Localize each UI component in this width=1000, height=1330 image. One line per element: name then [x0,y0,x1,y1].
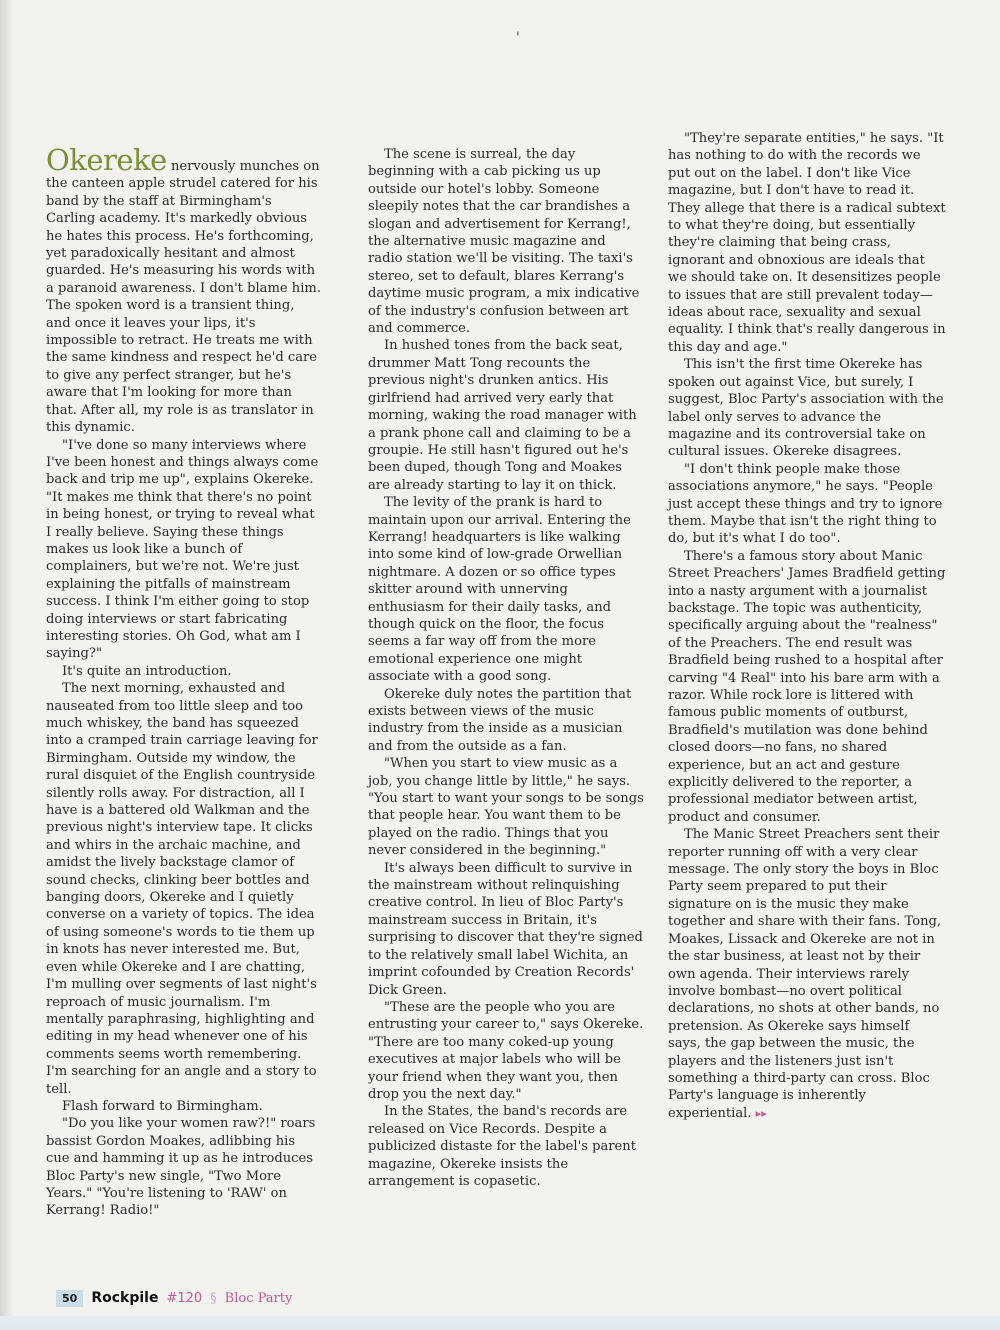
article-paragraph: "When you start to view music as a job, you change little by little," he says. "You start to want your songs to be songs that people hear. You want them to be played on the radio. Things that you never considered in the beginning." [368,756,644,859]
article-paragraph: "I've done so many interviews where I've been honest and things always come back and trip me up", explains Okereke. "It makes me think that there's no point in being honest, or trying to reveal what I really believe. Saying these things makes us look like a bunch of complainers, but we're not. We're just explaining the pitfalls of mainstream success. I think I'm either going to stop doing interviews or start fabricating interesting stories. Oh God, what am I saying?" [46,437,319,662]
footer-band [0,1316,1000,1330]
article-paragraph: In hushed tones from the back seat, drummer Matt Tong recounts the previous night's drunken antics. His girlfriend had arrived very early that morning, waking the road manager with a prank phone call and claiming to be a groupie. He still hasn't figured out he's been duped, though Tong and Moakes are already starting to lay it on thick. [368,338,637,493]
article-paragraph: There's a famous story about Manic Street Preachers' James Bradfield getting into a nasty argument with a journalist backstage. The topic was authenticity, specifically arguing about the "realness" of the Preachers. The end result was Bradfield being rushed to a hospital after carving "4 Real" into his bare arm with a razor. While rock lore is littered with famous public moments of outburst, Bradfield's mutilation was done behind closed doors—no fans, no shared experience, but an act and gesture explicitly delivered to the reporter, a professional mediator between artist, product and consumer. [668,548,946,825]
article-paragraph: The scene is surreal, the day beginning with a cab picking us up outside our hotel's lobby. Someone sleepily notes that the car brandishes a slogan and advertisement for Kerrang!, the alternative music magazine and radio station we'll be visiting. The taxi's stereo, set to default, blares Kerrang's daytime music program, a mix indicative of the industry's confusion between art and commerce. [368,147,640,337]
article-paragraph: Okereke duly notes the partition that exists between views of the music industry from the inside as a musician and from the outside as a fan. [368,686,632,754]
lead-word: Okereke [46,143,167,177]
section-name: Bloc Party [224,1291,293,1306]
article-paragraph: This isn't the first time Okereke has spoken out against Vice, but surely, I suggest, Bloc Party's association with the label only serves to advance the magazine and its controversial take on cultural issues. Okereke disagrees. [668,357,944,460]
article-paragraph: The levity of the prank is hard to maintain upon our arrival. Entering the Kerrang! headquarters is like walking into some kind of low-grade Orwellian nightmare. A dozen or so office types skitter around with unnerving enthusiasm for their daily tasks, and though quick on the floor, the focus seems a far way off from the more emotional experience one might associate with a good song. [368,495,631,685]
continue-arrow-icon: ▸▸ [755,1106,767,1120]
top-mark: ' [516,30,520,46]
article-paragraph: Flash forward to Birmingham. [62,1098,263,1114]
article-column-2 [368,146,644,1190]
section-separator-icon: § [210,1291,217,1306]
article-paragraph: "Do you like your women raw?!" roars bassist Gordon Moakes, adlibbing his cue and hamming it up as he introduces Bloc Party's new single, "Two More Years." "You're listening to 'RAW' on Kerrang! Radio!" [46,1116,316,1219]
article-paragraph: "These are the people who you are entrusting your career to," says Okereke. "There are too many coked-up young executives at major labels who will be your friend when they want you, then drop you the next day." [368,999,644,1102]
article-paragraph: "They're separate entities," he says. "It has nothing to do with the records we put out on the label. I don't like Vice magazine, but I don't have to read it. They allege that there is a radical subtext to what they're doing, but essentially they're claiming that being crass, ignorant and obnoxious are ideals that we should take on. It desensitizes people to issues that are still prevalent today—ideas about race, sexuality and sexual equality. I think that's really dangerous in this day and age." [668,131,946,355]
article-paragraph: It's quite an introduction. [62,663,232,679]
article-column-1 [46,143,322,1220]
article-paragraph: "I don't think people make those associations anymore," he says. "People just accept these things and try to ignore them. Maybe that isn't the right thing to do, but it's what I do too". [668,461,943,547]
article-paragraph: The Manic Street Preachers sent their reporter running off with a very clear message. The only story the boys in Bloc Party seem prepared to put their signature on is the music they make together and share with their fans. Tong, Moakes, Lissack and Okereke are not in the star business, at least not by their own agenda. Their interviews rarely involve bombast—no overt political declarations, no shots at other bands, no pretension. As Okereke says himself says, the gap between the music, the players and the listeners just isn't something a third-party can cross. Bloc Party's language is inherently experiential. ▸▸ [668,827,942,1121]
magazine-name: Rockpile [91,1290,159,1306]
article-paragraph: It's always been difficult to survive in the mainstream without relinquishing creative control. In lieu of Bloc Party's mainstream success in Britain, it's surprising to discover that they're signed to the relatively small label Wichita, an imprint cofounded by Creation Records' Dick Green. [368,860,643,998]
issue-number: #120 [166,1291,203,1306]
article-paragraph: In the States, the band's records are released on Vice Records. Despite a publicized distaste for the label's parent magazine, Okereke insists the arrangement is copasetic. [368,1104,636,1189]
page-edge-shadow [0,0,14,1330]
article-column-3 [668,130,946,1122]
page-number: 50 [56,1290,83,1307]
article-paragraph: The next morning, exhausted and nauseated from too little sleep and too much whiskey, the band has squeezed into a cramped train carriage leaving for Birmingham. Outside my window, the rural disquiet of the English countryside silently rolls away. For distraction, all I have is a battered old Walkman and the previous night's interview tape. It clicks and whirs in the archaic machine, and amidst the lively backstage clamor of sound checks, clinking beer bottles and banging doors, Okereke and I quietly converse on a variety of topics. The idea of using someone's words to tie them up in knots has never interested me. But, even while Okereke and I are chatting, I'm mulling over segments of last night's reproach of music journalism. I'm mentally paraphrasing, highlighting and editing in my head whenever one of his comments seems worth remembering. I'm searching for an angle and a story to tell. [46,681,318,1097]
page-footer [56,1290,292,1310]
article-paragraph: Okereke nervously munches on the canteen apple strudel catered for his band by the staff at Birmingham's Carling academy. It's markedly obvious he hates this process. He's forthcoming, yet paradoxically hesitant and almost guarded. He's measuring his words with a paranoid awareness. I don't blame him. The spoken word is a transient thing, and once it leaves your lips, it's impossible to retract. He treats me with the same kindness and respect he'd care to give any perfect stranger, but he's aware that I'm looking for more than that. After all, my role is as translator in this dynamic. [46,143,322,436]
